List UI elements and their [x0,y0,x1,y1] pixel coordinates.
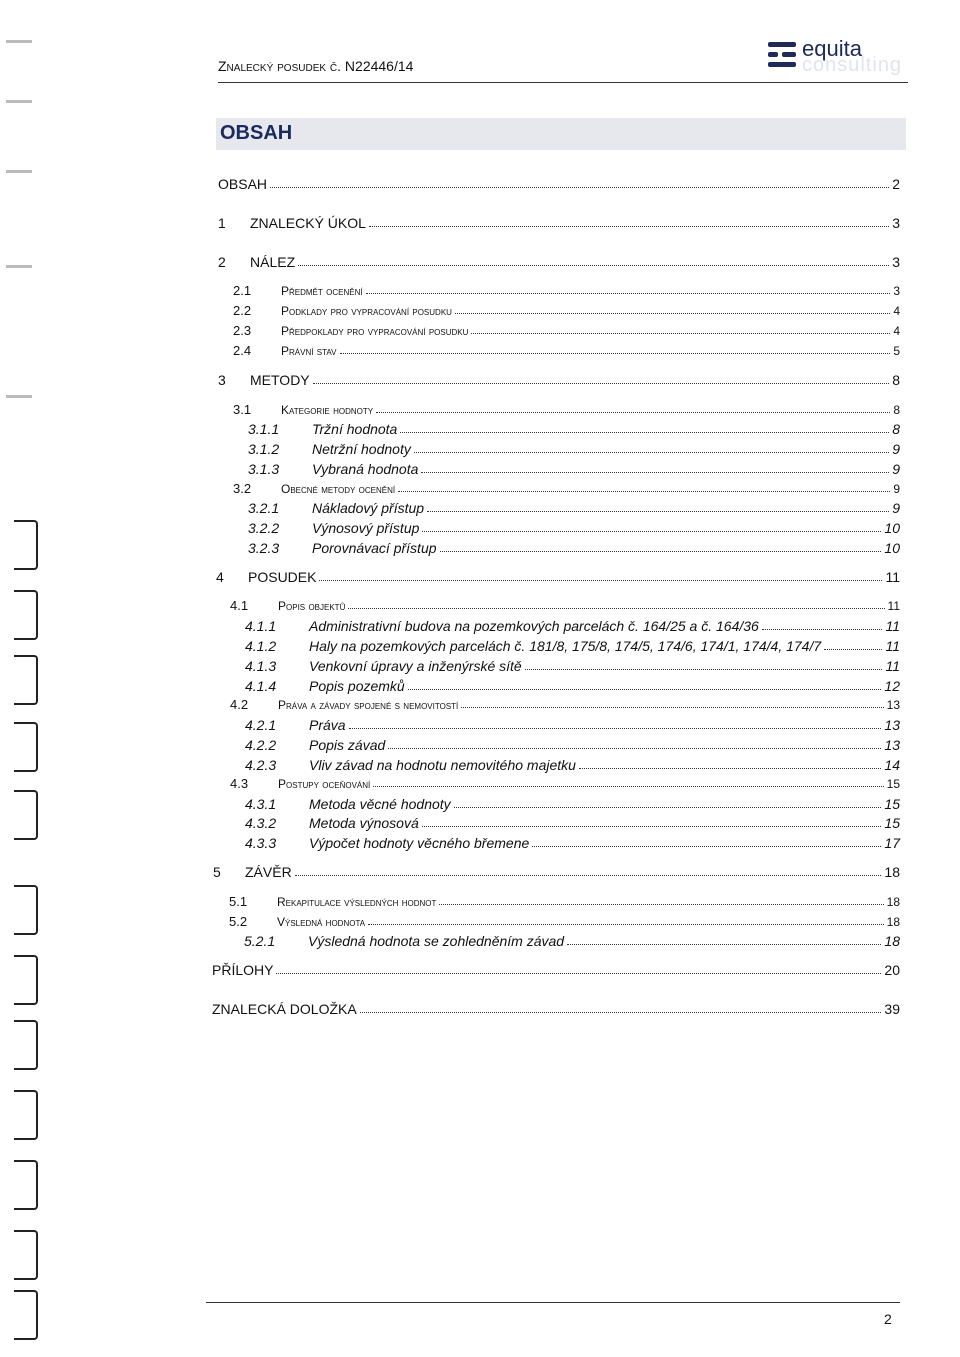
toc-entry[interactable] [233,283,900,298]
toc-entry-title: PŘÍLOHY [212,962,274,978]
toc-leader-dots [461,706,883,708]
toc-entry-number: 4.2.3 [245,757,277,773]
toc-entry[interactable] [248,500,900,516]
toc-entry-number: 5.2.1 [244,933,276,949]
toc-entry-number: 4.1.3 [245,658,277,674]
toc-leader-dots [422,825,882,827]
binding-ring [14,1160,38,1210]
toc-entry-page: 11 [885,569,900,585]
toc-entry-number: 5 [213,864,221,880]
toc-entry[interactable] [245,678,900,694]
toc-entry-title: Netržní hodnoty [312,441,411,457]
toc-entry-page: 9 [892,461,900,477]
toc-entry-page: 10 [884,540,900,556]
document-label [218,58,413,74]
toc-entry[interactable] [233,323,900,338]
toc-entry-title: METODY [250,372,310,388]
section-title: OBSAH [220,122,293,144]
toc-entry-number: 4.2.2 [245,737,277,753]
toc-entry-number: 3.1.3 [248,461,280,477]
toc-entry-page: 8 [892,421,900,437]
binding-ring [14,1290,38,1340]
toc-entry-number: 3.1.1 [248,421,280,437]
toc-entry-number: 4.3.1 [245,796,277,812]
toc-entry-title: Práva [309,717,346,733]
footer-rule [206,1302,900,1303]
toc-entry[interactable] [245,757,900,773]
toc-leader-dots [439,903,883,905]
toc-entry[interactable] [213,864,900,880]
toc-entry[interactable] [248,520,900,536]
toc-entry-number: 4.3.2 [245,815,277,831]
toc-leader-dots [427,510,889,512]
toc-leader-dots [366,292,891,294]
toc-entry-title: NÁLEZ [250,254,296,270]
toc-entry-title: Metoda výnosová [309,815,419,831]
toc-leader-dots [276,972,881,974]
toc-leader-dots [525,668,883,670]
toc-leader-dots [376,411,890,413]
toc-leader-dots [421,471,889,473]
toc-entry-number: 3.1 [233,402,252,417]
toc-entry[interactable] [233,343,900,358]
toc-entry[interactable] [245,717,900,733]
toc-leader-dots [388,747,881,749]
toc-entry-title: Vliv závad na hodnotu nemovitého majetku [309,757,576,773]
toc-leader-dots [340,352,891,354]
toc-entry-number: 3.2 [233,481,252,496]
toc-entry[interactable] [229,894,900,909]
toc-leader-dots [440,550,882,552]
toc-leader-dots [368,923,884,925]
toc-leader-dots [360,1011,882,1013]
toc-entry[interactable] [230,697,900,712]
binding-mark [6,170,32,173]
toc-entry[interactable] [248,441,900,457]
toc-entry-page: 13 [884,717,900,733]
toc-leader-dots [369,225,889,227]
toc-entry-title: Venkovní úpravy a inženýrské sítě [309,658,522,674]
binding-mark [6,395,32,398]
toc-entry-page: 3 [893,284,900,298]
toc-leader-dots [471,332,890,334]
toc-entry-page: 4 [893,304,900,318]
toc-entry[interactable] [212,962,900,978]
toc-entry-number: 2.1 [233,283,252,298]
toc-entry-page: 14 [884,757,900,773]
toc-entry[interactable] [244,933,900,949]
toc-entry-page: 13 [886,698,900,712]
toc-entry-page: 11 [885,658,900,674]
logo-subword: consulting [802,54,903,76]
toc-leader-dots [824,648,882,650]
binding-ring [14,1020,38,1070]
toc-entry-title: Nákladový přístup [312,500,425,516]
toc-entry-page: 39 [884,1001,900,1017]
toc-entry-page: 2 [892,176,900,192]
toc-entry-page: 17 [884,835,900,851]
binding-ring [14,885,38,935]
toc-entry-number: 4.3.3 [245,835,277,851]
toc-leader-dots [532,845,881,847]
toc-entry-page: 15 [884,815,900,831]
binding-ring [14,590,38,640]
toc-entry-title: Výsledná hodnota se zohledněním závad [308,933,565,949]
toc-leader-dots [762,628,883,630]
toc-entry-page: 4 [893,324,900,338]
toc-entry-number: 4.1.2 [245,638,277,654]
toc-entry[interactable] [216,569,900,585]
toc-entry-page: 18 [886,915,900,929]
toc-entry-title: Postupy oceňování [278,777,371,791]
toc-entry[interactable] [218,215,900,231]
toc-entry[interactable] [233,481,900,496]
footer-page-number: 2 [884,1311,892,1327]
toc-entry-title: Právní stav [281,344,337,358]
toc-leader-dots [270,186,889,188]
page-header [218,36,908,83]
toc-leader-dots [349,727,882,729]
toc-leader-dots [400,431,889,433]
toc-entry-page: 18 [884,933,900,949]
toc-entry-title: ZÁVĚR [245,864,292,880]
toc-entry-title: Tržní hodnota [312,421,398,437]
toc-entry[interactable] [218,372,900,388]
toc-entry-title: Haly na pozemkových parcelách č. 181/8, 175/8, 174/5, 174/6, 174/1, 174/4, 174/7 [309,638,822,654]
toc-entry[interactable] [212,1001,900,1017]
binding-ring [14,722,38,772]
toc-entry[interactable] [248,421,900,437]
toc-entry-number: 2.2 [233,303,252,318]
toc-leader-dots [348,607,884,609]
document-label-prefix: Znalecký posudek č. [218,58,342,74]
toc-entry[interactable] [245,796,900,812]
toc-entry-number: 3.2.1 [248,500,280,516]
toc-leader-dots [454,806,882,808]
toc-entry-number: 1 [218,215,226,231]
toc-entry-page: 13 [884,737,900,753]
toc-entry-title: Předmět ocenění [281,284,363,298]
binder-edge [0,0,48,1357]
toc-leader-dots [579,767,881,769]
toc-entry-title: Popis objektů [278,599,346,613]
toc-entry[interactable] [230,776,900,791]
toc-entry-page: 18 [886,895,900,909]
toc-entry[interactable] [230,598,900,613]
toc-entry-number: 2 [218,254,226,270]
toc-entry-page: 12 [884,678,900,694]
toc-leader-dots [319,579,882,581]
toc-entry-page: 11 [887,599,900,613]
toc-entry-title: Rekapitulace výsledných hodnot [277,895,437,909]
logo-word: equita [802,36,862,61]
toc-entry-number: 5.1 [229,894,248,909]
toc-entry[interactable] [245,618,900,634]
binding-ring [14,655,38,705]
toc-entry-page: 11 [885,638,900,654]
toc-entry[interactable] [248,461,900,477]
toc-entry-page: 10 [884,520,900,536]
binding-mark [6,265,32,268]
toc-leader-dots [313,382,890,384]
toc-entry-title: Předpoklady pro vypracování posudku [281,324,469,338]
toc-entry[interactable] [229,914,900,929]
toc-entry[interactable] [218,254,900,270]
toc-entry[interactable] [245,658,900,674]
toc-leader-dots [398,490,890,492]
toc-entry-title: Vybraná hodnota [312,461,419,477]
toc-entry-page: 8 [892,372,900,388]
toc-entry-page: 5 [893,344,900,358]
toc-leader-dots [414,451,889,453]
toc-entry-page: 9 [892,441,900,457]
toc-entry-page: 15 [884,796,900,812]
company-logo [768,36,908,76]
toc-entry-title: POSUDEK [248,569,317,585]
toc-entry-number: 4.3 [230,776,249,791]
toc-entry-number: 4.2 [230,697,249,712]
toc-entry-number: 4.1.4 [245,678,277,694]
toc-entry-page: 18 [884,864,900,880]
binding-ring [14,520,38,570]
binding-ring [14,1090,38,1140]
toc-entry-title: Porovnávací přístup [312,540,437,556]
toc-entry-number: 3.1.2 [248,441,280,457]
toc-entry[interactable] [245,737,900,753]
toc-entry[interactable] [233,402,900,417]
toc-entry-page: 8 [893,403,900,417]
toc-entry-number: 3.2.3 [248,540,280,556]
toc-entry-number: 4 [216,569,224,585]
toc-entry-page: 20 [884,962,900,978]
toc-entry-number: 3.2.2 [248,520,280,536]
toc-entry-page: 3 [892,215,900,231]
toc-entry-title: Obecné metody ocenění [281,482,396,496]
toc-entry-title: Popis závad [309,737,386,753]
toc-entry-title: Metoda věcné hodnoty [309,796,451,812]
logo-mark-icon [768,42,796,68]
toc-entry-title: Práva a závady spojené s nemovitostí [278,698,459,712]
binding-ring [14,790,38,840]
binding-ring [14,955,38,1005]
binding-ring [14,1230,38,1280]
toc-entry-title: Podklady pro vypracování posudku [281,304,452,318]
toc-entry-title: Popis pozemků [309,678,405,694]
toc-entry-page: 9 [892,500,900,516]
toc-entry-page: 15 [886,777,900,791]
toc-entry-title: ZNALECKÁ DOLOŽKA [212,1001,357,1017]
toc-entry-title: Výpočet hodnoty věcného břemene [309,835,530,851]
toc-leader-dots [422,530,881,532]
toc-entry-number: 5.2 [229,914,248,929]
toc-entry-title: Administrativní budova na pozemkových parcelách č. 164/25 a č. 164/36 [309,618,759,634]
toc-leader-dots [408,688,882,690]
toc-entry-number: 4.1.1 [245,618,277,634]
toc-entry-title: Výsledná hodnota [277,915,366,929]
toc-entry-number: 3 [218,372,226,388]
toc-leader-dots [567,943,881,945]
toc-entry-number: 2.4 [233,343,252,358]
toc-entry-page: 9 [893,482,900,496]
toc-entry[interactable] [245,638,900,654]
toc-entry[interactable] [245,835,900,851]
toc-entry-title: OBSAH [218,176,268,192]
document-number: N22446/14 [344,58,414,74]
toc-entry-title: Výnosový přístup [312,520,420,536]
toc-entry-title: ZNALECKÝ ÚKOL [250,215,366,231]
toc-leader-dots [295,874,882,876]
toc-entry-page: 3 [892,254,900,270]
toc-leader-dots [455,312,890,314]
toc-entry-page: 11 [885,618,900,634]
toc-leader-dots [298,264,889,266]
toc-entry-number: 4.2.1 [245,717,277,733]
toc-entry[interactable] [248,540,900,556]
toc-leader-dots [373,785,883,787]
binding-mark [6,40,32,43]
toc-entry-number: 4.1 [230,598,249,613]
toc-entry[interactable] [218,176,900,192]
toc-entry[interactable] [245,815,900,831]
binding-mark [6,100,32,103]
toc-entry-title: Kategorie hodnoty [281,403,374,417]
toc-entry-number: 2.3 [233,323,252,338]
toc-entry[interactable] [233,303,900,318]
section-title-bar [216,118,906,150]
